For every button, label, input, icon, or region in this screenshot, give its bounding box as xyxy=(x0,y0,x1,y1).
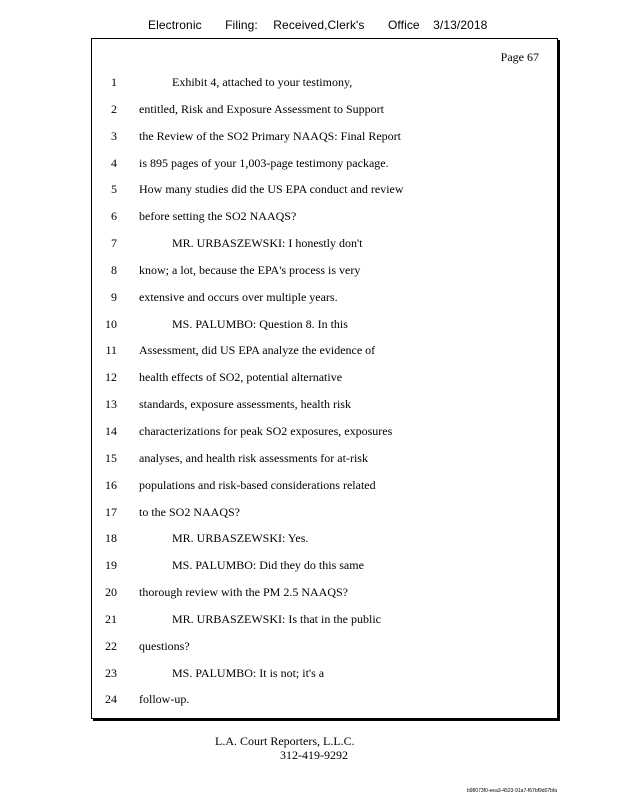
page-number: Page 67 xyxy=(500,50,539,64)
line-text: health effects of SO2, potential alternative xyxy=(139,370,343,385)
transcript-line xyxy=(92,155,557,182)
transcript-line xyxy=(92,396,557,423)
filing-header-electronic: Electronic xyxy=(148,18,202,32)
filing-header-date: 3/13/2018 xyxy=(433,18,488,32)
transcript-line xyxy=(92,101,557,128)
line-text: entitled, Risk and Exposure Assessment to Support xyxy=(139,101,384,116)
line-text: thorough review with the PM 2.5 NAAQS? xyxy=(139,585,348,600)
line-text: MR. URBASZEWSKI: Yes. xyxy=(172,531,309,546)
line-number: 22 xyxy=(105,638,117,653)
line-number: 2 xyxy=(111,101,117,116)
transcript-line xyxy=(92,665,557,692)
line-text: MS. PALUMBO: It is not; it's a xyxy=(172,665,325,680)
transcript-line xyxy=(92,504,557,531)
line-text: MS. PALUMBO: Did they do this same xyxy=(172,558,364,573)
line-text: know; a lot, because the EPA's process is very xyxy=(139,262,361,277)
line-text: MR. URBASZEWSKI: Is that in the public xyxy=(172,611,381,626)
line-text: is 895 pages of your 1,003-page testimony package. xyxy=(139,155,389,170)
line-text: the Review of the SO2 Primary NAAQS: Final Report xyxy=(139,128,401,143)
transcript-page-frame xyxy=(91,38,558,719)
transcript-line xyxy=(92,584,557,611)
transcript-line xyxy=(92,450,557,477)
line-number: 7 xyxy=(111,236,117,251)
transcript-line xyxy=(92,208,557,235)
line-text: populations and risk-based considerations related xyxy=(139,477,376,492)
transcript-line xyxy=(92,128,557,155)
document-id: b98073f0-eea3-4523-91a7-f67bf9d07bfa xyxy=(467,788,558,794)
line-number: 15 xyxy=(105,450,117,465)
line-number: 4 xyxy=(111,155,117,170)
line-number: 8 xyxy=(111,262,117,277)
line-number: 21 xyxy=(105,611,117,626)
line-number: 5 xyxy=(111,182,117,197)
transcript-line xyxy=(92,557,557,584)
line-text: How many studies did the US EPA conduct and review xyxy=(139,182,404,197)
line-text: to the SO2 NAAQS? xyxy=(139,504,240,519)
line-text: standards, exposure assessments, health risk xyxy=(139,397,351,412)
line-text: questions? xyxy=(139,638,190,653)
line-number: 3 xyxy=(111,128,117,143)
transcript-line xyxy=(92,638,557,665)
transcript-line xyxy=(92,611,557,638)
line-number: 6 xyxy=(111,209,117,224)
transcript-line xyxy=(92,316,557,343)
line-number: 12 xyxy=(105,370,117,385)
line-number: 17 xyxy=(105,504,117,519)
transcript-line xyxy=(92,369,557,396)
line-number: 16 xyxy=(105,477,117,492)
line-number: 10 xyxy=(105,316,117,331)
filing-header xyxy=(148,18,487,32)
line-text: characterizations for peak SO2 exposures, exposures xyxy=(139,423,393,438)
filing-header-filing: Filing: xyxy=(225,18,258,32)
line-number: 1 xyxy=(111,75,117,89)
transcript-line xyxy=(92,691,557,718)
transcript-line xyxy=(92,262,557,289)
line-text: MS. PALUMBO: Question 8. In this xyxy=(172,316,348,331)
transcript-line xyxy=(92,530,557,557)
court-reporter-name: L.A. Court Reporters, L.L.C. xyxy=(215,734,355,748)
transcript-line xyxy=(92,289,557,316)
line-text: Exhibit 4, attached to your testimony, xyxy=(172,75,353,89)
transcript-lines xyxy=(92,74,557,718)
line-number: 20 xyxy=(105,585,117,600)
filing-header-office: Office xyxy=(387,18,420,32)
line-text: Assessment, did US EPA analyze the evidence of xyxy=(139,343,376,358)
line-number: 24 xyxy=(105,692,117,707)
line-number: 14 xyxy=(105,423,117,438)
line-text: MR. URBASZEWSKI: I honestly don't xyxy=(172,236,363,251)
line-number: 18 xyxy=(105,531,117,546)
court-reporter-phone: 312-419-9292 xyxy=(280,748,348,762)
filing-header-received: Received,Clerk's xyxy=(273,18,365,32)
transcript-line xyxy=(92,342,557,369)
line-number: 13 xyxy=(105,397,117,412)
transcript-line xyxy=(92,181,557,208)
transcript-line xyxy=(92,74,557,101)
transcript-line xyxy=(92,477,557,504)
line-text: before setting the SO2 NAAQS? xyxy=(139,209,297,224)
transcript-line xyxy=(92,235,557,262)
line-number: 23 xyxy=(105,665,117,680)
line-text: follow-up. xyxy=(139,692,190,707)
line-text: analyses, and health risk assessments for at-risk xyxy=(139,450,368,465)
line-number: 11 xyxy=(105,343,117,358)
line-text: extensive and occurs over multiple years. xyxy=(139,289,338,304)
transcript-line xyxy=(92,423,557,450)
line-number: 19 xyxy=(105,558,117,573)
line-number: 9 xyxy=(111,289,117,304)
